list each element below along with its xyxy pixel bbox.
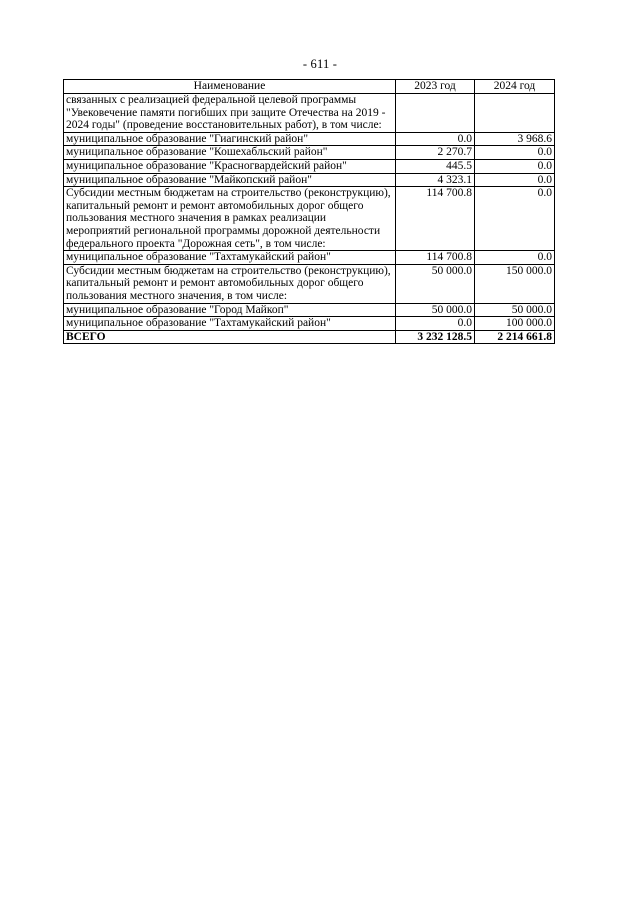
row-value-2024: 0.0 (475, 159, 555, 173)
table-row (64, 159, 555, 173)
row-value-2024: 0.0 (475, 173, 555, 187)
row-value-2024: 0.0 (475, 146, 555, 160)
total-row (64, 330, 555, 344)
page-number: - 611 - (302, 57, 338, 71)
table-header-row (64, 80, 555, 94)
row-value-2024: 150 000.0 (475, 264, 555, 303)
table-row (64, 264, 555, 303)
row-name: муниципальное образование "Кошехабльский район" (64, 146, 396, 160)
row-value-2024: 3 968.6 (475, 132, 555, 146)
table-row (64, 173, 555, 187)
row-value-2024: 0.0 (475, 251, 555, 265)
total-value-2024: 2 214 661.8 (475, 330, 555, 344)
row-value-2023: 50 000.0 (396, 264, 475, 303)
row-value-2024: 0.0 (475, 187, 555, 251)
row-name: связанных с реализацией федеральной целевой программы "Увековечение памяти погибших при защите Отечества на 2019 - 2024 годы" (проведение восстановительных работ), в том числе: (64, 94, 396, 133)
row-value-2023: 4 323.1 (396, 173, 475, 187)
row-value-2024 (475, 94, 555, 133)
table-row (64, 187, 555, 251)
total-label: ВСЕГО (64, 330, 396, 344)
header-name: Наименование (64, 80, 396, 94)
table-row (64, 251, 555, 265)
row-value-2023 (396, 94, 475, 133)
row-value-2023: 0.0 (396, 132, 475, 146)
table-row (64, 132, 555, 146)
row-value-2023: 2 270.7 (396, 146, 475, 160)
table-row (64, 317, 555, 331)
row-name: муниципальное образование "Красногвардейский район" (64, 159, 396, 173)
row-value-2023: 0.0 (396, 317, 475, 331)
row-value-2023: 445.5 (396, 159, 475, 173)
row-value-2023: 114 700.8 (396, 251, 475, 265)
row-name: муниципальное образование "Гиагинский район" (64, 132, 396, 146)
table-row (64, 94, 555, 133)
row-name: муниципальное образование "Город Майкоп" (64, 303, 396, 317)
row-value-2024: 50 000.0 (475, 303, 555, 317)
table-row (64, 146, 555, 160)
header-2023: 2023 год (396, 80, 475, 94)
row-name: Субсидии местным бюджетам на строительство (реконструкцию), капитальный ремонт и ремонт автомобильных дорог общего пользования местного значения, в том числе: (64, 264, 396, 303)
budget-table (63, 79, 555, 344)
table-row (64, 303, 555, 317)
row-value-2023: 114 700.8 (396, 187, 475, 251)
row-name: муниципальное образование "Майкопский район" (64, 173, 396, 187)
row-name: Субсидии местным бюджетам на строительство (реконструкцию), капитальный ремонт и ремонт автомобильных дорог общего пользования местного значения в рамках реализации мероприятий региональной программы дорожной деятельности федерального проекта "Дорожная сеть", в том числе: (64, 187, 396, 251)
row-name: муниципальное образование "Тахтамукайский район" (64, 251, 396, 265)
header-2024: 2024 год (475, 80, 555, 94)
row-name: муниципальное образование "Тахтамукайский район" (64, 317, 396, 331)
total-value-2023: 3 232 128.5 (396, 330, 475, 344)
row-value-2024: 100 000.0 (475, 317, 555, 331)
row-value-2023: 50 000.0 (396, 303, 475, 317)
